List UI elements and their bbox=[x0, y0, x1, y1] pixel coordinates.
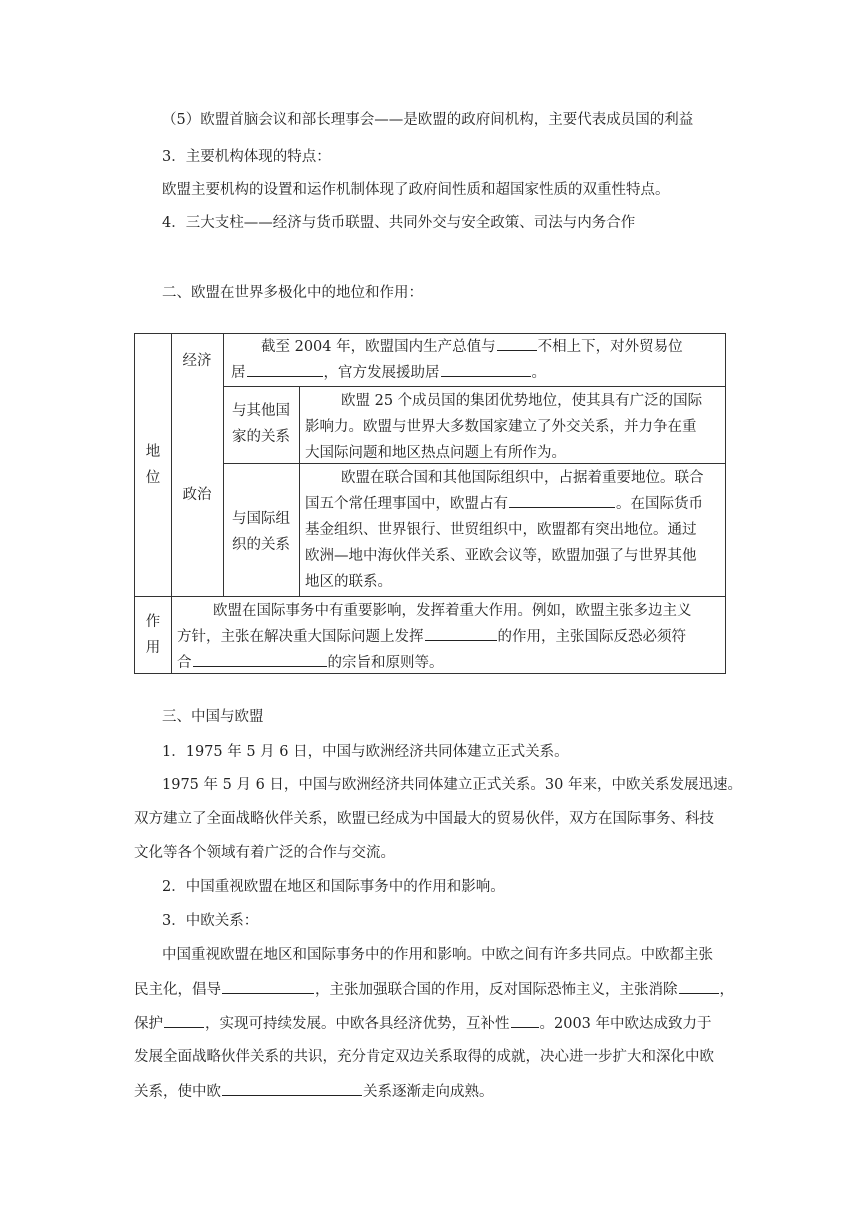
section-3-item-3: 3．中欧关系： bbox=[162, 913, 259, 929]
blank-line bbox=[425, 626, 497, 641]
para2-line4: 发展全面战略伙伴关系的共识，充分肯定双边关系取得的成就，决心进一步扩大和深化中欧 bbox=[134, 1049, 714, 1065]
blank-line bbox=[511, 1013, 539, 1028]
blank-line bbox=[509, 493, 615, 508]
para2-line3: 保护 ，实现可持续发展。中欧各具经济优势，互补性 。2003 年中欧达成致力于 bbox=[134, 1013, 712, 1034]
role-text: 欧盟在国际事务中有重要影响，发挥着重大作用。例如，欧盟主张多边主义 方针，主张在解决重大国际问题上发挥 的作用，主张国际反恐必须符 合 的宗旨和原则等。 bbox=[177, 603, 692, 671]
intl-org-label: 与国际组 织的关系 bbox=[232, 511, 290, 553]
other-countries-text: 欧盟 25 个成员国的集团优势地位，使其具有广泛的国际 影响力。欧盟与世界大多数国家建立了外交关系，并力争在重 大国际问题和地区热点问题上有所作为。 bbox=[305, 393, 703, 461]
economy-text: 截至 2004 年，欧盟国内生产总值与 不相上下，对外贸易位 居 ，官方发展援助居 。 bbox=[231, 334, 721, 386]
section-3-item-1: 1．1975 年 5 月 6 日，中国与欧洲经济共同体建立正式关系。 bbox=[162, 744, 569, 760]
intl-org-text: 欧盟在联合国和其他国际组织中，占据着重要地位。联合 国五个常任理事国中，欧盟占有 。在国际货币 基金组织、世界银行、世贸组织中，欧盟都有突出地位。通过 欧洲—地中海伙伴关系、亚欧会议等，欧盟加强了与世界其他 地区的联系。 bbox=[305, 470, 704, 590]
status-role-table bbox=[134, 333, 726, 674]
economy-label: 经济 bbox=[182, 353, 212, 369]
status-label: 地 位 bbox=[145, 444, 161, 486]
blank-line bbox=[247, 362, 323, 377]
para1-line2: 双方建立了全面战略伙伴关系，欧盟已经成为中国最大的贸易伙伴，双方在国际事务、科技 bbox=[134, 811, 714, 827]
politics-label: 政治 bbox=[182, 487, 212, 503]
para2-line2: 民主化，倡导 ，主张加强联合国的作用，反对国际恐怖主义，主张消除 ， bbox=[134, 979, 734, 1000]
para1-line1: 1975 年 5 月 6 日，中国与欧洲经济共同体建立正式关系。30 年来，中欧关系发展迅速。 bbox=[162, 777, 742, 793]
blank-line bbox=[222, 979, 314, 994]
blank-line bbox=[193, 652, 327, 667]
para2-line1: 中国重视欧盟在地区和国际事务中的作用和影响。中欧之间有许多共同点。中欧都主张 bbox=[162, 947, 713, 963]
blank-line bbox=[222, 1081, 362, 1096]
item-3-text: 欧盟主要机构的设置和运作机制体现了政府间性质和超国家性质的双重性特点。 bbox=[162, 182, 670, 198]
section-3-item-2: 2．中国重视欧盟在地区和国际事务中的作用和影响。 bbox=[162, 879, 505, 895]
section-3-title: 三、中国与欧盟 bbox=[162, 709, 264, 725]
section-2-title: 二、欧盟在世界多极化中的地位和作用： bbox=[162, 285, 423, 301]
item-5: （5）欧盟首脑会议和部长理事会——是欧盟的政府间机构，主要代表成员国的利益 bbox=[162, 112, 694, 128]
blank-line bbox=[441, 362, 531, 377]
para1-line3: 文化等各个领域有着广泛的合作与交流。 bbox=[134, 845, 395, 861]
blank-line bbox=[497, 336, 537, 351]
para2-line5: 关系，使中欧 关系逐渐走向成熟。 bbox=[134, 1081, 494, 1102]
other-countries-label: 与其他国 家的关系 bbox=[232, 403, 290, 445]
blank-line bbox=[164, 1013, 204, 1028]
item-4: 4．三大支柱——经济与货币联盟、共同外交与安全政策、司法与内务合作 bbox=[162, 215, 636, 231]
item-3-title: 3．主要机构体现的特点： bbox=[162, 149, 331, 165]
blank-line bbox=[679, 979, 719, 994]
role-label: 作 用 bbox=[145, 614, 161, 656]
